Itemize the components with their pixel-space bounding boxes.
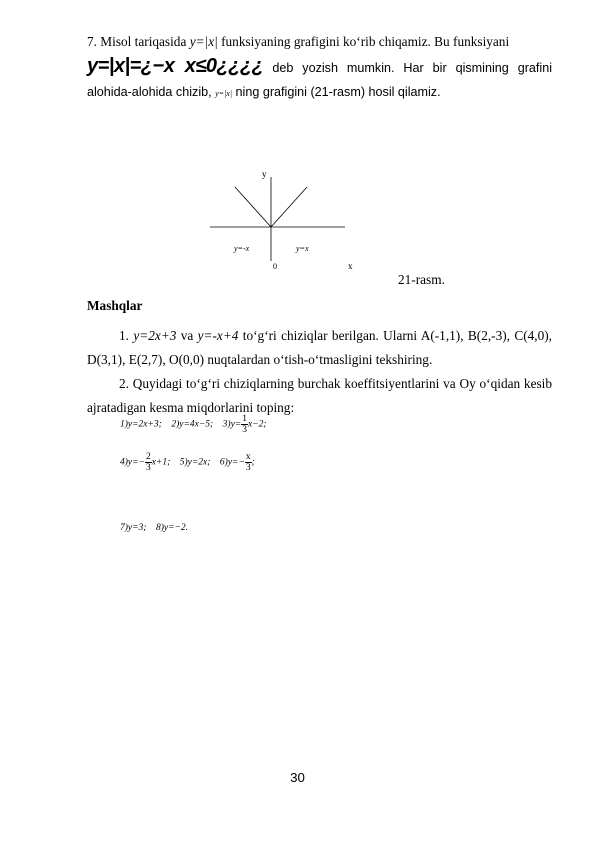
example-paragraph — [87, 30, 552, 106]
fraction-numerator: x — [245, 452, 251, 462]
formula-text: 4)y=− — [120, 457, 145, 468]
paragraph-text: deb yozish mumkin. Har bir qismining grafini alohida-alohida chizib, — [87, 61, 552, 99]
paragraph-number: 7. — [87, 34, 97, 49]
paragraph-text: Misol tariqasida — [96, 34, 190, 49]
page-number: 30 — [290, 770, 305, 785]
fraction — [241, 414, 248, 435]
inline-formula-small: y=|x| — [215, 89, 233, 98]
fraction-denominator: 3 — [245, 463, 251, 473]
inline-formula: y=|x| — [189, 34, 218, 49]
exercise-2 — [87, 372, 552, 420]
fraction — [145, 452, 152, 473]
figure-caption: 21-rasm. — [398, 272, 445, 287]
left-branch-line — [235, 187, 271, 227]
formula-text: ; — [251, 457, 255, 468]
formula-line-1 — [120, 414, 267, 435]
paragraph-text: to‘g‘ri chiziqlar berilgan. Ularni A(-1,1), B(2,-3), C(4,0), D(3,1), E(2,7), O(0,0) nuqtalardan o‘tish-o‘tmasligini tekshiring. — [87, 328, 553, 367]
exercise-number: 2. — [119, 376, 129, 391]
paragraph-text: funksiyaning grafigini ko‘rib chiqamiz. Bu funksiyani — [217, 34, 510, 49]
paragraph-text: va — [176, 328, 198, 343]
fraction-denominator: 3 — [145, 463, 151, 473]
right-branch-label: y=x — [296, 244, 309, 253]
abs-function-graph — [200, 165, 370, 275]
fraction-denominator: 3 — [242, 425, 247, 435]
piecewise-formula: y=|x|=¿−x x≤0¿¿¿¿ — [87, 55, 264, 77]
left-branch-label: y=-x — [234, 244, 250, 253]
exercise-number: 1. — [119, 328, 129, 343]
formula-text: x+1; 5)y=2x; 6)y=− — [151, 457, 245, 468]
paragraph-text: Quyidagi to‘g‘ri chiziqlarning burchak koeffitsiyentlarini va Oy o‘qidan kesib ajratadigan kesma miqdorlarini toping: — [87, 376, 552, 415]
section-heading: Mashqlar — [87, 298, 143, 313]
line-formula-1: y=2x+3 — [133, 328, 177, 343]
right-branch-line — [271, 187, 307, 227]
formula-line-3: 7)y=3; 8)y=−2. — [120, 523, 189, 533]
formula-text: x−2; — [247, 419, 267, 430]
formula-text: 1)y=2x+3; 2)y=4x−5; 3)y= — [120, 419, 242, 430]
fraction-numerator: 1 — [242, 414, 247, 424]
exercise-1 — [87, 324, 552, 372]
fraction-numerator: 2 — [145, 452, 151, 462]
x-axis-label: x — [348, 261, 353, 271]
origin-label: 0 — [273, 262, 277, 271]
fraction — [245, 452, 252, 473]
paragraph-text: ning grafigini (21-rasm) hosil qilamiz. — [232, 85, 441, 99]
formula-line-2 — [120, 452, 255, 473]
y-axis-label: y — [262, 169, 267, 179]
line-formula-2: y=-x+4 — [197, 328, 239, 343]
